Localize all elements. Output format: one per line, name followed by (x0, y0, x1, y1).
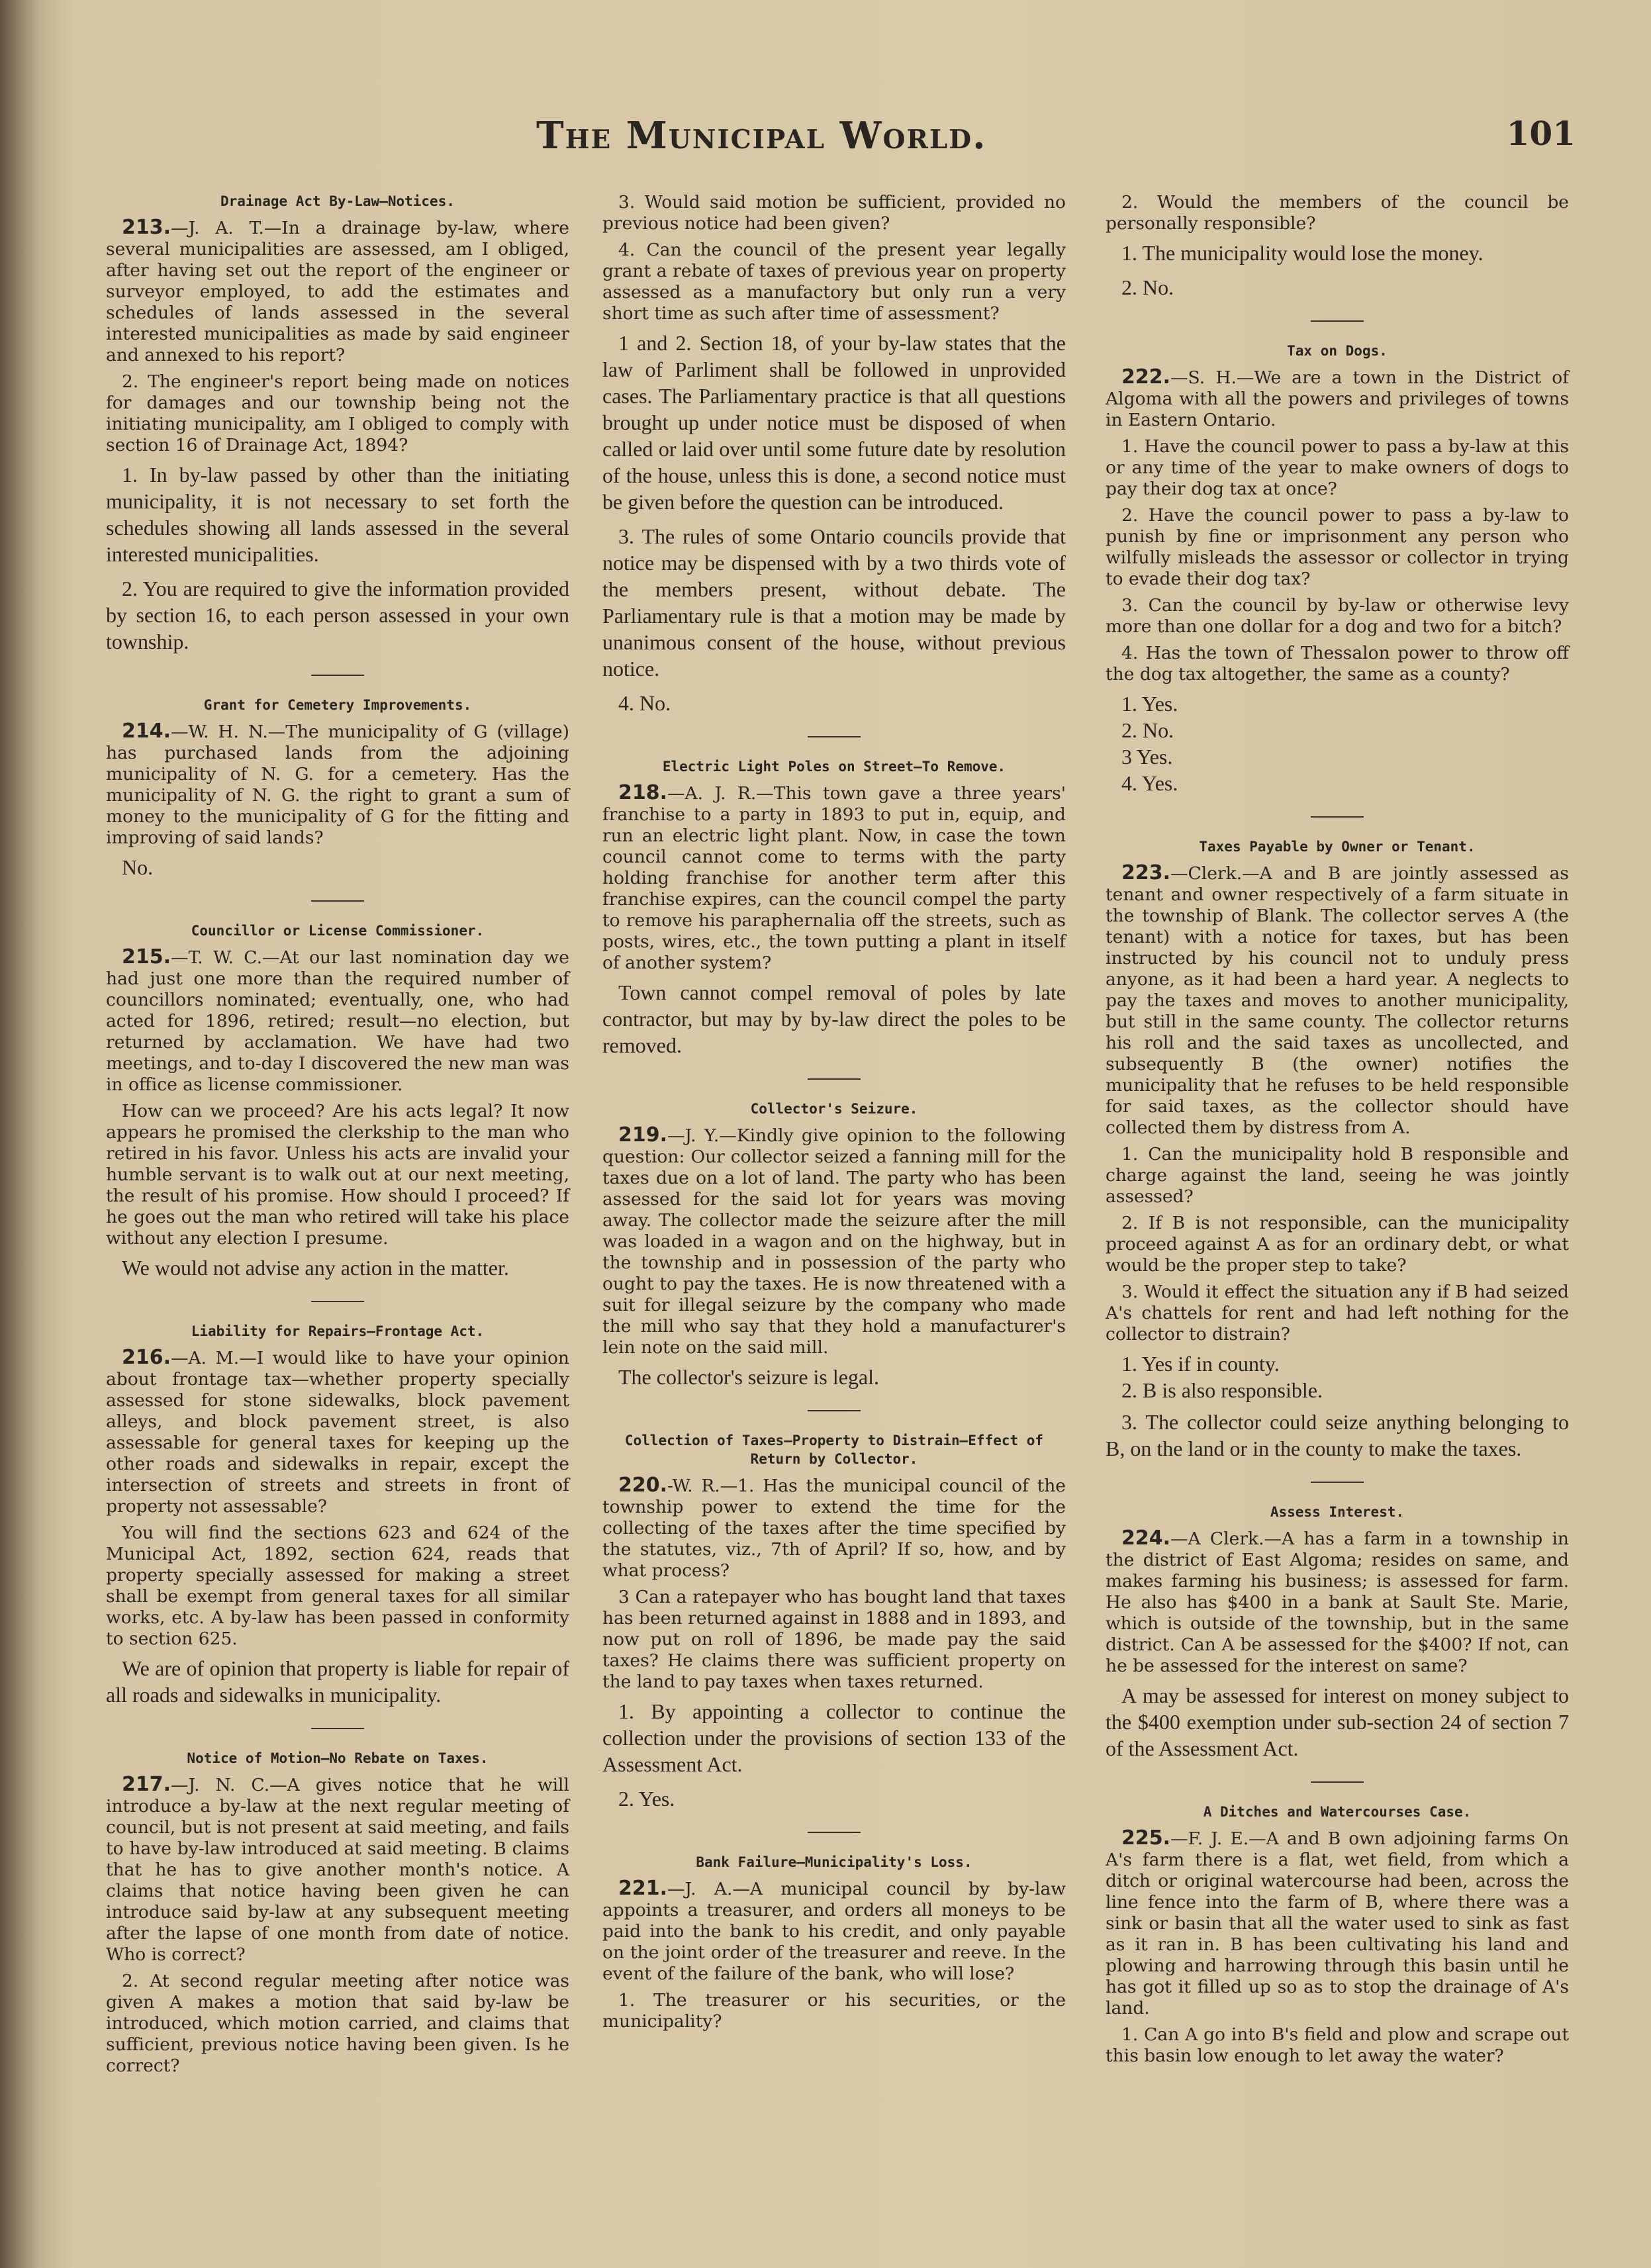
question-number: 214. (122, 720, 171, 743)
question (1106, 1828, 1569, 2019)
book-gutter (0, 0, 40, 2268)
question-text: —Clerk.—A and B are jointly assessed as tenant and owner respectively of a farm situate in the township of Blank. The collector serves A (the tenant) with a notice for taxes, but has been instructed by his council not to unduly press anyone, as it had been a hard year. A neglects to pay the taxes and moves to another municipality, but still in the same county. The collector returns his roll and the said taxes as uncollected, and subsequently B (the owner) notifies the municipality that he refuses to be held responsible for said taxes, as the collector should have collected them by distress from A. (1106, 863, 1569, 1138)
question (106, 1347, 569, 1517)
divider (311, 1728, 364, 1729)
divider (1311, 320, 1364, 322)
divider (808, 1410, 861, 1411)
question-number: 220. (618, 1474, 668, 1497)
answer: A may be assessed for interest on money subject to the $400 exemption under sub-section 24 of section 7 of the Assessment Act. (1106, 1683, 1569, 1760)
question (602, 1475, 1066, 1582)
question (602, 1878, 1066, 1985)
answer: 3. The rules of some Ontario councils provide that notice may be dispensed with by a two thirds vote of the members present, without debate. The Parliamentary rule is that a motion may be made by unanimous consent of the house, without previous notice. (602, 524, 1066, 681)
column-1 (106, 192, 569, 2082)
section-215 (106, 921, 569, 1281)
answer: Town cannot compel removal of poles by late contractor, but may by by-law direct the poles to be removed. (602, 980, 1066, 1057)
question-number: 215. (122, 945, 171, 969)
section-220 (602, 1431, 1066, 1812)
section-225 (1106, 1803, 1569, 2067)
question (1106, 367, 1569, 431)
question (602, 782, 1066, 974)
section-224 (1106, 1503, 1569, 1762)
question-number: 213. (122, 216, 171, 239)
question-text: —W. H. N.—The municipality of G (village) has purchased lands from the adjoining municipality of N. G. for a cemetery. Has the municipality of N. G. the right to grant a sum of money to the municipality of G for the fitting and improving of said lands? (106, 722, 569, 848)
answer: No. (122, 855, 154, 879)
question: 1. The treasurer or his securities, or the municipality? (602, 1990, 1066, 2032)
question (106, 217, 569, 366)
page-header (106, 114, 1595, 173)
divider (1311, 1781, 1364, 1783)
question-number: 225. (1121, 1826, 1171, 1850)
question: 4. Can the council of the present year legally grant a rebate of taxes of previous year on property assessed as a manufactory but only run a very short time as such after time of assessment? (602, 240, 1066, 324)
section-heading: A Ditches and Watercourses Case. (1203, 1804, 1472, 1820)
answer: 4. No. (618, 691, 671, 715)
question-number: 218. (618, 781, 668, 804)
divider (311, 1301, 364, 1302)
question-text: —F. J. E.—A and B own adjoining farms On A's farm there is a flat, wet field, from which a ditch or original watercourse had been, across the line fence into the farm of B, where there was a sink or basin that all the water used to sink as fast as it ran in. B has been cultivating his land and plowing and harrowing through this basin until he has got it filled up so as to stop the drainage of A's land. (1106, 1828, 1569, 2018)
section-heading: Liability for Repairs—Frontage Act. (191, 1323, 485, 1339)
question (106, 721, 569, 849)
answer: 1. Yes. (1121, 692, 1178, 716)
question (602, 1125, 1066, 1358)
divider (808, 736, 861, 737)
divider (311, 900, 364, 902)
section-221 (602, 1853, 1066, 2032)
answer: 2. You are required to give the information provided by section 16, to each person assessed in your own township. (106, 577, 569, 653)
section-heading: Collector's Seizure. (750, 1101, 918, 1117)
section-213 (106, 192, 569, 655)
section-heading: Bank Failure—Municipality's Loss. (696, 1854, 972, 1870)
section-222 (1106, 342, 1569, 796)
question-number: 217. (122, 1773, 171, 1796)
section-heading: Electric Light Poles on Street—To Remove. (662, 759, 1006, 775)
question: 4. Has the town of Thessalon power to throw off the dog tax altogether, the same as a county? (1106, 643, 1569, 685)
question-number: 219. (618, 1123, 668, 1147)
divider (1311, 1482, 1364, 1483)
question-number: 221. (618, 1877, 668, 1900)
answer: 2. B is also responsible. (1121, 1378, 1323, 1402)
question-text: —A Clerk.—A has a farm in a township in the district of East Algoma; resides on same, and makes farming his business; is assessed for farm. He also has $400 in a bank at Sault Ste. Marie, which is outside of the township, but in the same district. Can A be assessed for the $400? If not, can he be assessed for the interest on same? (1106, 1529, 1569, 1676)
question: How can we proceed? Are his acts legal? It now appears he promised the clerkship to the man who retired in his favor. Unless his acts are invalid your humble servant is to walk out at our next meeting, the result of his promise. How should I proceed? If he goes out the man who retired will take his place without any election I presume. (106, 1101, 569, 1249)
section-heading: Notice of Motion—No Rebate on Taxes. (187, 1750, 489, 1766)
question (106, 947, 569, 1096)
answer: 3. The collector could seize anything belonging to B, on the land or in the county to make the taxes. (1106, 1410, 1569, 1460)
divider (311, 675, 364, 676)
column-2 (602, 192, 1066, 2038)
answer: The collector's seizure is legal. (618, 1365, 880, 1389)
divider (808, 1078, 861, 1080)
section-217 (106, 1749, 569, 2077)
question-text: —J. A. T.—In a drainage by-law, where several municipalities are assessed, am I obliged, after having set out the report of the engineer or surveyor employed, to add the estimates and schedules of lands assessed in the several interested municipalities as made by said engineer and annexed to his report? (106, 218, 569, 365)
answer: 1. Yes if in county. (1121, 1352, 1280, 1376)
question: 3. Would it effect the situation any if B had seized A's chattels for rent and had left nothing for the collector to distrain? (1106, 1282, 1569, 1345)
answer: We would not advise any action in the matter. (122, 1256, 509, 1280)
section-217-continued (602, 192, 1066, 716)
question-text: —J. A.—A municipal council by by-law appoints a treasurer, and orders all moneys to be paid into the bank to his credit, and only payable on the joint order of the treasurer and reeve. In the event of the failure of the bank, who will lose? (602, 1879, 1066, 1984)
question-text: —J. N. C.—A gives notice that he will introduce a by-law at the next regular meeting of council, but is not present at said meeting, and fails to have by-law introduced at said meeting. B claims that he has to give another month's notice. A claims that notice having been given he can introduce said by-law at any subsequent meeting after the lapse of one month from date of notice. Who is correct? (106, 1775, 569, 1965)
question-text: —T. W. C.—At our last nomination day we had just one more than the required number of councillors nominated; eventually, one, who had acted for 1896, retired; result—no election, but returned by acclamation. We have had two meetings, and to-day I discovered the new man was in office as license commissioner. (106, 947, 569, 1095)
section-221-continued (1106, 192, 1569, 301)
answer: 2. No. (1121, 718, 1174, 742)
question-text: —J. Y.—Kindly give opinion to the following question: Our collector seized a fanning mill for the taxes due on a lot of land. The party who has been assessed for the said lot for years was moving away. The collector made the seizure after the mill was loaded in a wagon and on the highway, but in the township and in possession of the party who ought to pay the taxes. He is now threatened with a suit for illegal seizure by the company who made the mill who say that they hold a manufacturer's lein note on the said mill. (602, 1125, 1066, 1358)
question (1106, 1528, 1569, 1677)
section-heading: Drainage Act By-Law—Notices. (220, 193, 455, 209)
divider (808, 1832, 861, 1833)
section-216 (106, 1322, 569, 1708)
section-heading: Assess Interest. (1270, 1504, 1405, 1520)
question (106, 1774, 569, 1965)
answer: 4. Yes. (1121, 771, 1178, 795)
answer: 1 and 2. Section 18, of your by-law states that the law of Parliment shall be followed in unprovided cases. The Parliamentary practice is that all questions brought up under notice must be disposed of when called or laid over until some future date by resolution of the house, unless this is done, a second notice must be given before the question can be introduced. (602, 331, 1066, 514)
question: You will find the sections 623 and 624 of the Municipal Act, 1892, section 624, reads that property specially assessed for making a street shall be exempt from general taxes for all similar works, etc. A by-law has been passed in conformity to section 625. (106, 1523, 569, 1649)
answer: 2. No. (1121, 275, 1174, 299)
question: 3. Would said motion be sufficient, provided no previous notice had been given? (602, 192, 1066, 234)
section-heading: Tax on Dogs. (1287, 343, 1388, 359)
question: 1. Have the council power to pass a by-law at this or any time of the year to make owners of dogs to pay their dog tax at once? (1106, 436, 1569, 499)
question: 1. Can A go into B's field and plow and scrape out this basin low enough to let away the water? (1106, 2024, 1569, 2066)
answer: 3 Yes. (1121, 745, 1173, 769)
question-text: —A. M.—I would like to have your opinion about frontage tax—whether property specially assessed for stone sidewalks, block pavement alleys, and block pavement street, is also assessable for general taxes for keeping up the other roads and sidewalks in repair, except the intersection of streets and streets in front of property not assessable? (106, 1348, 569, 1517)
question-number: 216. (122, 1346, 171, 1369)
section-223 (1106, 837, 1569, 1462)
question-number: 222. (1121, 365, 1171, 389)
section-heading: Collection of Taxes—Property to Distrain—Effect of Return by Collector. (624, 1433, 1044, 1467)
question: 2. The engineer's report being made on notices for damages and our township being not the initiating municipality, am I obliged to comply with section 16 of Drainage Act, 1894? (106, 371, 569, 455)
answer: 1. The municipality would lose the money. (1121, 241, 1484, 265)
question: 3. Can the council by by-law or otherwise levy more than one dollar for a dog and two for a bitch? (1106, 595, 1569, 637)
column-3 (1106, 192, 1569, 2072)
question (1106, 863, 1569, 1139)
question: 2. At second regular meeting after notice was given A makes a motion that said by-law be introduced, which motion carried, and claims that sufficient, previous notice having been given. Is he correct? (106, 1971, 569, 2076)
answer: 1. In by-law passed by other than the initiating municipality, it is not necessary to set forth the schedules showing all lands assessed in the several interested municipalities. (106, 463, 569, 566)
section-219 (602, 1100, 1066, 1390)
section-heading: Councillor or License Commissioner. (191, 923, 485, 939)
question: 2. Have the council power to pass a by-law to punish by fine or imprisonment any person who wilfully misleads the assessor or collector in trying to evade their dog tax? (1106, 505, 1569, 589)
page-title: The Municipal World. (536, 114, 987, 158)
divider (1311, 816, 1364, 818)
section-heading: Grant for Cemetery Improvements. (203, 697, 472, 713)
question-text: —A. J. R.—This town gave a three years' franchise to a party in 1893 to put in, equip, and run an electric light plant. Now, in case the town council cannot come to terms with the party holding franchise for another term after this franchise expires, can the council compel the party to remove his paraphernalia off the streets, such as posts, wires, etc., the town putting a plant in itself of another system? (602, 783, 1066, 973)
section-218 (602, 757, 1066, 1059)
columns (93, 192, 1582, 2231)
question: 2. Would the members of the council be personally responsible? (1106, 192, 1569, 234)
question-text: -W. R.—1. Has the municipal council of the township power to extend the time for the collecting of the taxes after the time specified by the statutes, viz., 7th of April? If so, how, and by what process? (602, 1476, 1066, 1581)
question-number: 223. (1121, 861, 1171, 884)
question-number: 224. (1121, 1527, 1171, 1550)
section-214 (106, 696, 569, 880)
page-number: 101 (1506, 114, 1576, 153)
question: 3 Can a ratepayer who has bought land that taxes has been returned against in 1888 and in 1893, and now put on roll of 1896, be made pay the said taxes? He claims there was sufficient property on the land to pay taxes when taxes returned. (602, 1587, 1066, 1692)
answer: 2. Yes. (618, 1787, 675, 1811)
answer: We are of opinion that property is liable for repair of all roads and sidewalks in municipality. (106, 1656, 569, 1707)
question: 1. Can the municipality hold B responsible and charge against the land, seeing he was jointly assessed? (1106, 1144, 1569, 1207)
question: 2. If B is not responsible, can the municipality proceed against A as for an ordinary debt, or what would be the proper step to take? (1106, 1213, 1569, 1276)
section-heading: Taxes Payable by Owner or Tenant. (1199, 839, 1476, 855)
question-text: —S. H.—We are a town in the District of Algoma with all the powers and privileges of towns in Eastern Ontario. (1106, 367, 1569, 430)
answer: 1. By appointing a collector to continue the collection under the provisions of section 133 of the Assessment Act. (602, 1699, 1066, 1776)
